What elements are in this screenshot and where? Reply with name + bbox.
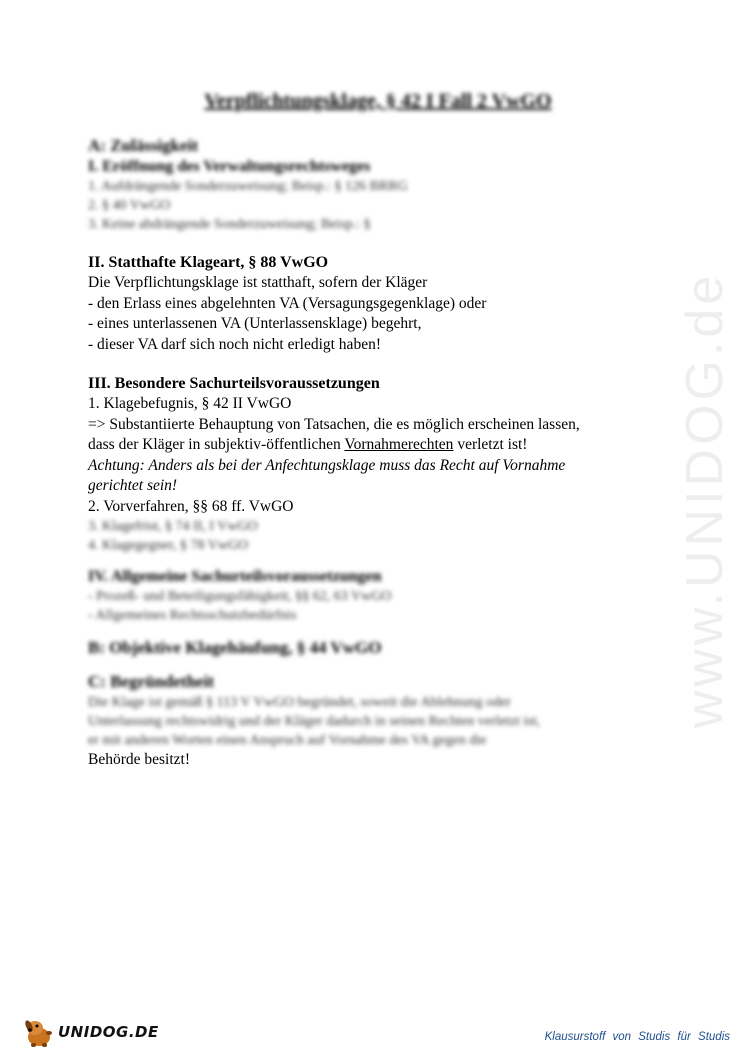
subsection-2-heading: II. Statthafte Klageart, § 88 VwGO	[88, 254, 329, 271]
subsection-4-heading: IV. Allgemeine Sachurteilsvoraussetzungen	[88, 568, 382, 585]
klagegegner-item: 4. Klagegegner, § 78 VwGO	[88, 538, 249, 553]
text-segment: dass der Kläger in subjektiv-öffentlichen	[88, 436, 345, 453]
attention-note-cont: gerichtet sein!	[88, 477, 178, 494]
section-c-line: Unterlassung rechtswidrig und der Kläger dadurch in seinen Rechten verletzt ist,	[88, 714, 541, 729]
section-c-last-line: Behörde besitzt!	[88, 751, 191, 768]
klagebefugnis-line-2	[88, 435, 668, 456]
subsection-2-line: Die Verpflichtungsklage ist statthaft, sofern der Kläger	[88, 274, 428, 291]
subsection-4-line: - Prozeß- und Beteiligungsfähigkeit, §§ 62, 63 VwGO	[88, 589, 392, 604]
unidog-logo[interactable]	[22, 1016, 159, 1048]
section-c-heading: C: Begründetheit	[88, 672, 215, 691]
document-title: Verpflichtungsklage, § 42 I Fall 2 VwGO	[204, 90, 552, 112]
subsection-3-blurred	[88, 517, 668, 555]
klagebefugnis-arrow-line: => Substantiierte Behauptung von Tatsachen, die es möglich erscheinen lassen,	[88, 415, 580, 433]
dog-mascot-icon	[22, 1016, 56, 1048]
section-b-heading: B: Objektive Klagehäufung, § 44 VwGO	[88, 638, 382, 657]
subsection-2-line: - dieser VA darf sich noch nicht erledigt haben!	[88, 335, 381, 353]
section-a-heading: A: Zulässigkeit	[88, 136, 199, 155]
footer-tagline: Klausurstoff von Studis für Studis	[544, 1031, 730, 1043]
subsection-1-line: 1. Aufdrängende Sonderzuweisung; Beisp.: § 126 BRRG	[88, 179, 408, 194]
section-c-line: Die Klage ist gemäß § 113 V VwGO begründet, soweit die Ablehnung oder	[88, 695, 511, 710]
vorverfahren-item: 2. Vorverfahren, §§ 68 ff. VwGO	[88, 497, 294, 515]
attention-note: Achtung: Anders als bei der Anfechtungsklage muss das Recht auf Vornahme	[88, 456, 566, 474]
subsection-4-blurred	[88, 567, 668, 750]
subsection-1-line: 3. Keine abdrängende Sonderzuweisung; Beisp.: §	[88, 217, 371, 232]
klagebefugnis-item: 1. Klagebefugnis, § 42 II VwGO	[88, 395, 292, 412]
underlined-term: Vornahmerechten	[344, 436, 454, 453]
subsection-2-line: - den Erlass eines abgelehnten VA (Versagungsgegenklage) oder	[88, 294, 487, 312]
subsection-3-heading: III. Besondere Sachurteilsvoraussetzungen	[88, 375, 380, 392]
subsection-2-line: - eines unterlassenen VA (Unterlassensklage) begehrt,	[88, 315, 422, 332]
section-c-line: er mit anderen Worten einen Anspruch auf Vornahme des VA gegen die	[88, 733, 487, 748]
klagefrist-item: 3. Klagefrist, § 74 II, I VwGO	[88, 519, 258, 534]
section-a-blurred	[88, 135, 668, 234]
logo-text: UNIDOG.DE	[58, 1023, 159, 1041]
document-page	[88, 90, 668, 771]
subsection-4-line: - Allgemeines Rechtsschutzbedürfnis	[88, 608, 297, 623]
subsection-1-heading: I. Eröffnung des Verwaltungsrechtsweges	[88, 158, 371, 175]
watermark: www.UNIDOG.de	[676, 271, 734, 729]
text-segment: verletzt ist!	[453, 436, 528, 453]
subsection-1-line: 2. § 40 VwGO	[88, 198, 171, 213]
